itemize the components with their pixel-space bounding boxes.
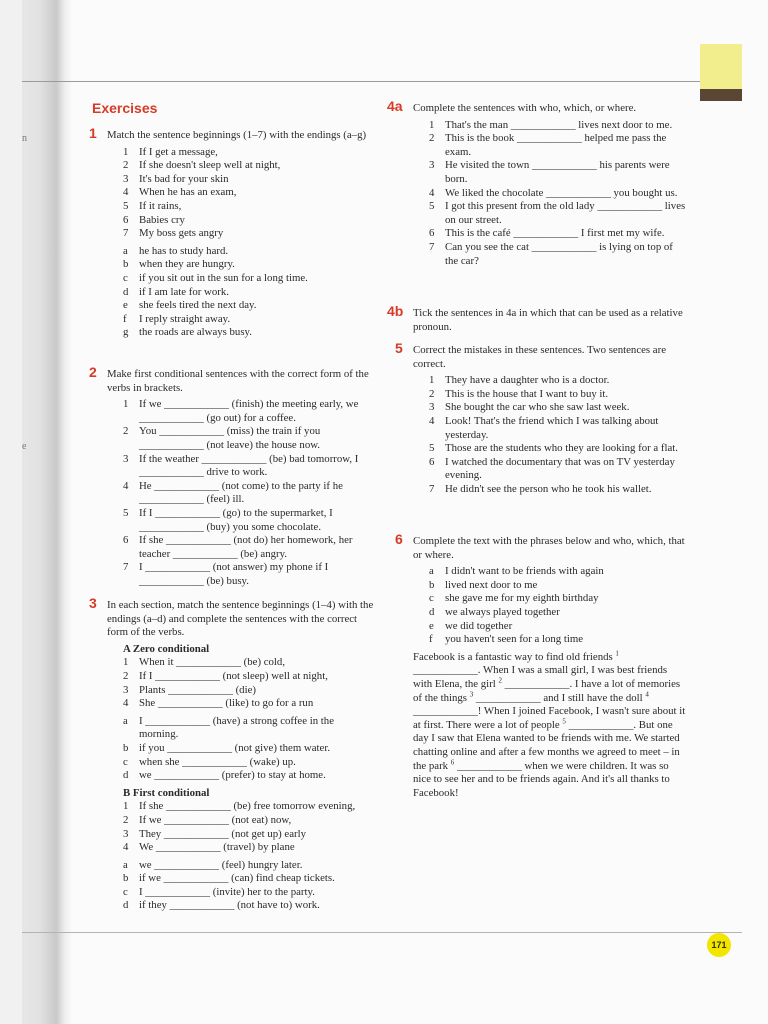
text-part: ____________. When I was a small girl, I was best friends with Elena, the girl bbox=[413, 664, 668, 690]
exercise-number: 1 bbox=[89, 125, 97, 141]
exercise-instruction: Complete the text with the phrases below and who, which, that or where. bbox=[413, 535, 685, 561]
item-marker: 2 bbox=[429, 387, 435, 400]
list-item bbox=[123, 480, 379, 507]
list-item bbox=[123, 186, 369, 200]
list-item bbox=[123, 697, 375, 711]
list-item bbox=[123, 800, 375, 814]
item-text: They have a daughter who is a doctor. bbox=[445, 374, 610, 387]
list-item bbox=[429, 442, 688, 456]
item-text: if we ____________ (can) find cheap tickets. bbox=[139, 872, 335, 885]
item-marker: a bbox=[123, 244, 128, 257]
item-marker: a bbox=[123, 858, 128, 871]
list-item bbox=[123, 756, 375, 770]
yellow-page-tab bbox=[700, 44, 742, 89]
item-marker: 6 bbox=[123, 534, 129, 547]
item-marker: 6 bbox=[429, 455, 435, 468]
list-item bbox=[429, 159, 688, 186]
list-item bbox=[429, 456, 688, 483]
list-item bbox=[429, 633, 688, 647]
item-marker: 7 bbox=[429, 240, 435, 253]
item-marker: 4 bbox=[123, 479, 129, 492]
item-marker: a bbox=[123, 714, 128, 727]
item-text: She ____________ (like) to go for a run bbox=[139, 697, 314, 710]
item-marker: e bbox=[429, 619, 434, 632]
item-text: the roads are always busy. bbox=[139, 326, 252, 339]
list-item bbox=[123, 656, 375, 670]
item-text: This is the house that I want to buy it. bbox=[445, 387, 609, 400]
item-text: That's the man ____________ lives next door to me. bbox=[445, 118, 673, 131]
list-item bbox=[123, 453, 379, 480]
brown-page-tab bbox=[700, 89, 742, 101]
item-marker: g bbox=[123, 326, 129, 339]
item-text: he has to study hard. bbox=[139, 244, 229, 257]
item-marker: d bbox=[123, 769, 129, 782]
list-item bbox=[123, 227, 369, 241]
exercise-3 bbox=[89, 595, 375, 917]
item-text: If I get a message, bbox=[139, 145, 218, 158]
item-marker: f bbox=[123, 312, 127, 325]
item-text: you haven't seen for a long time bbox=[445, 633, 584, 646]
item-text: This is the book ____________ helped me pass the exam. bbox=[445, 132, 667, 158]
gap-number: 2 bbox=[498, 676, 502, 685]
item-marker: b bbox=[123, 258, 129, 271]
list-item bbox=[429, 388, 688, 402]
item-text: if you ____________ (not give) them water. bbox=[139, 741, 331, 754]
list-item bbox=[123, 534, 379, 561]
item-marker: 7 bbox=[123, 227, 129, 240]
list-item bbox=[429, 565, 688, 579]
item-marker: 4 bbox=[123, 697, 129, 710]
list-item bbox=[123, 507, 379, 534]
item-text: If the weather ____________ (be) bad tomorrow, I ____________ drive to work. bbox=[139, 452, 359, 479]
item-text: He didn't see the person who he took his wallet. bbox=[445, 482, 652, 495]
list-item bbox=[123, 425, 379, 452]
item-marker: 1 bbox=[123, 656, 129, 669]
item-text: when they are hungry. bbox=[139, 258, 235, 271]
item-text: If she ____________ (not do) her homework, her teacher ____________ (be) angry. bbox=[139, 534, 353, 560]
item-text: we did together bbox=[445, 619, 513, 632]
list-item bbox=[123, 286, 369, 300]
exercise-4a bbox=[387, 98, 688, 272]
item-text: I ____________ (not answer) my phone if I ____________ (be) busy. bbox=[139, 561, 329, 587]
list-item bbox=[123, 313, 369, 327]
item-text: We liked the chocolate ____________ you bought us. bbox=[445, 186, 678, 199]
exercise-instruction: Match the sentence beginnings (1–7) with the endings (a–g) bbox=[107, 129, 367, 141]
list-item bbox=[429, 187, 688, 201]
item-text: I reply straight away. bbox=[139, 312, 231, 325]
exercise-number: 4a bbox=[387, 98, 403, 114]
item-marker: a bbox=[429, 565, 434, 578]
item-marker: 6 bbox=[123, 213, 129, 226]
exercise-1 bbox=[89, 125, 369, 344]
footer-rule bbox=[22, 932, 742, 933]
exercise-instruction: In each section, match the sentence beginnings (1–4) with the endings (a–d) and complete the sentences with the correct form of the verbs. bbox=[107, 599, 374, 639]
item-text: If she doesn't sleep well at night, bbox=[139, 159, 281, 172]
list-item bbox=[429, 200, 688, 227]
item-marker: 2 bbox=[123, 669, 129, 682]
list-item bbox=[123, 326, 369, 340]
text-part: ____________. I have a lot of memories of the things bbox=[413, 677, 681, 704]
facing-page-edge bbox=[0, 0, 22, 1024]
list-item bbox=[429, 374, 688, 388]
item-marker: 2 bbox=[123, 159, 129, 172]
item-marker: 7 bbox=[123, 561, 129, 574]
list-item bbox=[123, 841, 375, 855]
list-item bbox=[429, 119, 688, 133]
item-marker: 6 bbox=[429, 227, 435, 240]
item-text: I watched the documentary that was on TV yesterday evening. bbox=[445, 455, 675, 482]
item-text: They ____________ (not get up) early bbox=[139, 827, 307, 840]
list-item bbox=[123, 561, 379, 588]
exercise-2 bbox=[89, 364, 379, 593]
item-marker: d bbox=[123, 285, 129, 298]
item-marker: 4 bbox=[429, 414, 435, 427]
list-item bbox=[429, 241, 688, 268]
item-text: We ____________ (travel) by plane bbox=[139, 841, 295, 854]
item-marker: 2 bbox=[123, 425, 129, 438]
item-marker: 7 bbox=[429, 482, 435, 495]
text-part: ____________! When I joined Facebook, I wasn't sure about it at first. There were a lot of people bbox=[413, 705, 686, 731]
section-a-title: A Zero conditional bbox=[123, 642, 210, 655]
list-item bbox=[123, 245, 369, 259]
header-rule bbox=[22, 81, 700, 82]
item-text: I didn't want to be friends with again bbox=[445, 565, 604, 578]
item-text: we ____________ (prefer) to stay at home. bbox=[139, 769, 326, 782]
list-item bbox=[123, 146, 369, 160]
item-marker: 5 bbox=[123, 506, 129, 519]
gap-number: 4 bbox=[645, 689, 649, 698]
item-marker: 1 bbox=[429, 374, 435, 387]
list-item bbox=[429, 606, 688, 620]
item-text: My boss gets angry bbox=[139, 227, 224, 240]
item-marker: e bbox=[123, 299, 128, 312]
text-part: ____________ when we were children. It was so nice to see her and to be friends again. And it's all thanks to Facebook! bbox=[413, 759, 670, 799]
item-text: When it ____________ (be) cold, bbox=[139, 656, 286, 669]
item-text: we always played together bbox=[445, 605, 560, 618]
list-item bbox=[123, 899, 375, 913]
exercise-5 bbox=[395, 340, 688, 501]
item-marker: 2 bbox=[429, 132, 435, 145]
item-text: When he has an exam, bbox=[139, 186, 237, 199]
item-marker: 3 bbox=[123, 683, 129, 696]
item-text: Babies cry bbox=[139, 213, 185, 226]
list-item bbox=[123, 670, 375, 684]
item-text: You ____________ (miss) the train if you ____________ (not leave) the house now. bbox=[139, 425, 321, 451]
item-marker: 3 bbox=[429, 159, 435, 172]
exercise-4b bbox=[387, 303, 688, 337]
list-item bbox=[123, 886, 375, 900]
exercise-number: 2 bbox=[89, 364, 97, 380]
item-marker: 5 bbox=[123, 199, 129, 212]
list-item bbox=[123, 872, 375, 886]
text-part: ____________. But one day I saw that Elena wanted to be friends with me. We started chatting online and after a few months we agreed to meet – in the park bbox=[413, 718, 680, 772]
item-text: if you sit out in the sun for a long time. bbox=[139, 271, 308, 284]
page-number-badge: 171 bbox=[707, 933, 731, 957]
list-item bbox=[123, 258, 369, 272]
list-item bbox=[429, 401, 688, 415]
list-item bbox=[429, 579, 688, 593]
facing-page-letter: n bbox=[22, 133, 27, 144]
list-item bbox=[429, 132, 688, 159]
list-item bbox=[429, 592, 688, 606]
list-item bbox=[123, 299, 369, 313]
exercise-number: 4b bbox=[387, 303, 404, 319]
item-marker: 3 bbox=[123, 172, 129, 185]
item-text: I ____________ (invite) her to the party. bbox=[139, 885, 315, 898]
item-text: It's bad for your skin bbox=[139, 172, 229, 185]
item-text: If she ____________ (be) free tomorrow evening, bbox=[139, 800, 356, 813]
item-marker: f bbox=[429, 633, 433, 646]
item-text: when she ____________ (wake) up. bbox=[139, 755, 296, 768]
list-item bbox=[123, 398, 379, 425]
item-text: If I ____________ (not sleep) well at night, bbox=[139, 669, 328, 682]
list-item bbox=[123, 814, 375, 828]
list-item bbox=[123, 200, 369, 214]
list-item bbox=[123, 715, 375, 742]
item-text: Look! That's the friend which I was talking about yesterday. bbox=[445, 414, 659, 441]
item-marker: d bbox=[123, 899, 129, 912]
item-marker: 5 bbox=[429, 442, 435, 455]
gap-number: 6 bbox=[450, 757, 455, 766]
list-item bbox=[429, 483, 688, 497]
exercise-6 bbox=[395, 531, 688, 800]
item-marker: 1 bbox=[123, 398, 129, 411]
item-text: If we ____________ (not eat) now, bbox=[139, 813, 292, 826]
facing-page-letter: e bbox=[22, 441, 27, 452]
item-text: lived next door to me bbox=[445, 578, 538, 591]
list-item bbox=[123, 828, 375, 842]
item-text: Plants ____________ (die) bbox=[139, 683, 256, 696]
item-marker: 5 bbox=[429, 200, 435, 213]
item-text: If we ____________ (finish) the meeting early, we ____________ (go out) for a coffee. bbox=[139, 398, 359, 424]
item-text: Can you see the cat ____________ is lying on top of the car? bbox=[445, 240, 673, 267]
text-part: Facebook is a fantastic way to find old friends bbox=[413, 650, 613, 663]
section-title: Exercises bbox=[92, 100, 158, 116]
gap-number: 3 bbox=[469, 689, 474, 698]
exercise-number: 3 bbox=[89, 595, 97, 611]
list-item bbox=[429, 415, 688, 442]
item-marker: c bbox=[123, 885, 128, 898]
exercise-instruction: Correct the mistakes in these sentences. Two sentences are correct. bbox=[413, 344, 666, 370]
exercise-number: 5 bbox=[395, 340, 403, 356]
item-marker: c bbox=[123, 271, 128, 284]
section-b-title: B First conditional bbox=[123, 786, 210, 799]
item-text: If it rains, bbox=[139, 199, 182, 212]
text-part: ____________ and I still have the doll bbox=[475, 691, 643, 704]
item-marker: 1 bbox=[429, 118, 435, 131]
item-marker: c bbox=[429, 592, 434, 605]
item-marker: b bbox=[123, 741, 129, 754]
item-marker: d bbox=[429, 605, 435, 618]
item-text: He visited the town ____________ his parents were born. bbox=[445, 159, 670, 185]
item-marker: 4 bbox=[429, 186, 435, 199]
list-item bbox=[123, 159, 369, 173]
gap-number: 5 bbox=[562, 717, 566, 726]
item-marker: 3 bbox=[429, 401, 435, 414]
item-marker: 1 bbox=[123, 145, 129, 158]
item-text: This is the café ____________ I first met my wife. bbox=[445, 227, 665, 240]
item-marker: c bbox=[123, 755, 128, 768]
item-marker: 4 bbox=[123, 841, 129, 854]
list-item bbox=[429, 227, 688, 241]
item-text: He ____________ (not come) to the party if he ____________ (feel) ill. bbox=[139, 479, 343, 506]
list-item bbox=[123, 684, 375, 698]
gap-number: 1 bbox=[615, 649, 619, 658]
item-marker: 1 bbox=[123, 800, 129, 813]
exercise-instruction: Tick the sentences in 4a in which that can be used as a relative pronoun. bbox=[413, 307, 683, 333]
list-item bbox=[123, 859, 375, 873]
list-item bbox=[123, 769, 375, 783]
item-marker: 2 bbox=[123, 813, 129, 826]
item-marker: 3 bbox=[123, 452, 129, 465]
list-item bbox=[123, 173, 369, 187]
exercise-instruction: Make first conditional sentences with the correct form of the verbs in brackets. bbox=[107, 368, 369, 394]
item-text: we ____________ (feel) hungry later. bbox=[139, 858, 303, 871]
exercise-number: 6 bbox=[395, 531, 403, 547]
item-text: she feels tired the next day. bbox=[139, 299, 257, 312]
item-text: She bought the car who she saw last week. bbox=[445, 401, 630, 414]
item-text: Those are the students who they are looking for a flat. bbox=[445, 442, 678, 455]
item-marker: b bbox=[123, 872, 129, 885]
item-text: if they ____________ (not have to) work. bbox=[139, 899, 320, 912]
item-text: if I am late for work. bbox=[139, 285, 229, 298]
list-item bbox=[429, 620, 688, 634]
item-text: I got this present from the old lady ____________ lives on our street. bbox=[445, 200, 686, 226]
item-text: she gave me for my eighth birthday bbox=[445, 592, 599, 605]
exercise-instruction: Complete the sentences with who, which, or where. bbox=[413, 102, 637, 114]
list-item bbox=[123, 214, 369, 228]
list-item bbox=[123, 272, 369, 286]
item-text: If I ____________ (go) to the supermarket, I ____________ (buy) you some chocolate. bbox=[139, 506, 333, 533]
item-text: I ____________ (have) a strong coffee in the morning. bbox=[139, 714, 334, 741]
gapped-text bbox=[413, 651, 688, 801]
item-marker: b bbox=[429, 578, 435, 591]
item-marker: 3 bbox=[123, 827, 129, 840]
item-marker: 4 bbox=[123, 186, 129, 199]
list-item bbox=[123, 742, 375, 756]
